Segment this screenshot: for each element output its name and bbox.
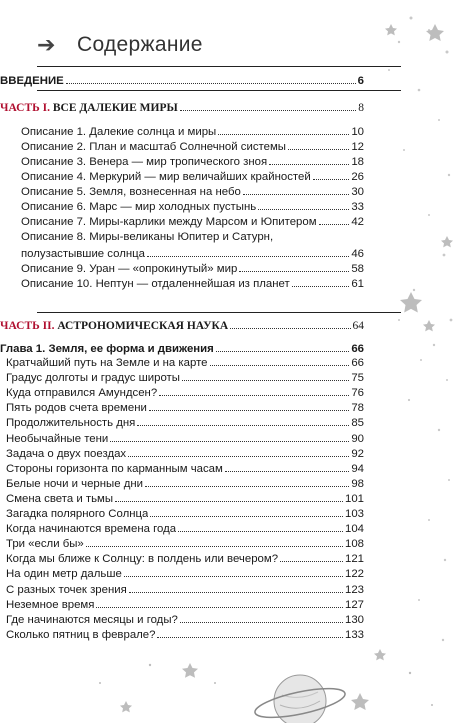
part-number: ЧАСТЬ I. <box>0 102 50 114</box>
dot-leader <box>280 552 343 562</box>
toc-entry <box>6 583 364 597</box>
dot-leader <box>115 492 343 502</box>
dot-leader <box>150 507 343 517</box>
entry-title: полузастывшие солнца <box>21 248 146 260</box>
toc-entry <box>21 140 364 154</box>
dot-leader <box>96 598 343 608</box>
page-number: 121 <box>344 553 364 566</box>
entry-title: Описание 8. Миры-великаны Юпитер и Сатурн, <box>21 231 274 243</box>
dot-leader <box>178 522 343 532</box>
page-number: 130 <box>344 613 364 626</box>
part-title: ВСЕ ДАЛЕКИЕ МИРЫ <box>52 102 178 114</box>
entry-title: Необычайные тени <box>6 432 109 445</box>
toc-entry-part2 <box>0 319 364 333</box>
toc-entry <box>6 401 364 415</box>
toc-entry <box>6 537 364 551</box>
toc-entry <box>6 416 364 430</box>
toc-entry <box>6 507 364 521</box>
entry-title: Загадка полярного Солнца <box>6 508 149 520</box>
dot-leader <box>225 462 349 472</box>
intro-divider <box>37 90 401 91</box>
page-number: 8 <box>358 102 364 114</box>
toc-entry <box>6 567 364 581</box>
dot-leader <box>218 125 349 135</box>
page-number: 133 <box>344 628 364 641</box>
toc-entry-part1 <box>0 101 364 115</box>
entry-title: Описание 5. Земля, вознесенная на небо <box>21 186 241 198</box>
toc-entry <box>21 200 364 214</box>
page-number: 78 <box>351 402 364 415</box>
dot-leader <box>269 155 349 165</box>
dot-leader <box>145 477 349 487</box>
dot-leader <box>216 342 350 352</box>
star-decoration <box>359 0 459 723</box>
dot-leader <box>180 101 356 111</box>
entry-title: Где начинаются месяцы и годы? <box>6 613 178 626</box>
page-number: 101 <box>344 492 364 505</box>
entry-title: Куда отправился Амундсен? <box>6 387 158 400</box>
dot-leader <box>124 567 343 577</box>
dot-leader <box>157 628 343 638</box>
dot-leader <box>137 416 349 426</box>
entry-title: Описание 1. Далекие солнца и миры <box>21 126 217 138</box>
arrow-right-icon: ➔ <box>37 32 56 58</box>
entry-title: Описание 3. Венера — мир тропического зноя <box>21 156 268 168</box>
entry-title: Когда начинаются времена года <box>6 523 177 536</box>
entry-title: Неземное время <box>6 598 95 611</box>
page-number: 94 <box>351 462 364 475</box>
entry-title: Белые ночи и черные дни <box>6 477 144 490</box>
entry-title: Описание 4. Меркурий — мир величайших крайностей <box>21 171 311 183</box>
page-number: 12 <box>351 141 364 153</box>
entry-title: С разных точек зрения <box>6 583 127 596</box>
entry-title: Описание 7. Миры-карлики между Марсом и Юпитером <box>21 216 317 228</box>
toc-entry-intro <box>0 74 364 88</box>
ringed-planet-icon <box>253 675 348 723</box>
entry-title: Продолжительность дня <box>6 417 136 430</box>
toc-entry <box>6 492 364 506</box>
dot-leader <box>147 247 349 257</box>
toc-entry <box>6 522 364 536</box>
dot-leader <box>288 140 349 150</box>
toc-entry <box>6 371 364 385</box>
page-number: 64 <box>352 320 364 332</box>
toc-entry <box>21 155 364 169</box>
page-number: 58 <box>351 263 364 275</box>
toc-entry <box>6 628 364 642</box>
entry-title: Кратчайший путь на Земле и на карте <box>6 357 208 369</box>
page-number: 104 <box>344 523 364 536</box>
toc-entry <box>6 552 364 566</box>
dot-leader <box>258 200 349 210</box>
page-number: 85 <box>351 417 364 430</box>
entry-title: Смена света и тьмы <box>6 492 114 505</box>
toc-entry <box>6 356 364 370</box>
page-number: 98 <box>351 477 364 490</box>
page-number: 66 <box>351 343 364 355</box>
page-number: 18 <box>351 156 364 168</box>
entry-title: Задача о двух поездах <box>6 447 127 460</box>
dot-leader <box>319 215 350 225</box>
entry-title: Пять родов счета времени <box>6 402 147 415</box>
toc-entry <box>21 215 364 229</box>
page-number: 61 <box>351 278 364 290</box>
page-number: 75 <box>351 372 364 385</box>
toc-entry <box>6 462 364 476</box>
toc-entry-chapter1 <box>0 342 364 356</box>
entry-title: Описание 9. Уран — «опрокинутый» мир <box>21 263 238 275</box>
page-number: 6 <box>357 75 364 87</box>
entry-title: Описание 10. Нептун — отдаленнейшая из планет <box>21 278 290 290</box>
toc-entry <box>21 170 364 184</box>
dot-leader <box>313 170 350 180</box>
dot-leader <box>129 583 343 593</box>
dot-leader <box>243 185 349 195</box>
dot-leader <box>86 537 343 547</box>
dot-leader <box>239 262 349 272</box>
page-number: 30 <box>351 186 364 198</box>
dot-leader <box>66 74 356 84</box>
page-number: 10 <box>351 126 364 138</box>
toc-entry <box>6 386 364 400</box>
dot-leader <box>110 432 349 442</box>
dot-leader <box>210 356 350 366</box>
page-number: 46 <box>351 248 364 260</box>
page-number: 123 <box>344 583 364 596</box>
toc-entry <box>6 447 364 461</box>
toc-entry <box>21 230 364 244</box>
entry-title: Глава 1. Земля, ее форма и движения <box>0 343 214 355</box>
planet-decoration <box>0 643 459 723</box>
toc-entry <box>6 432 364 446</box>
top-divider <box>37 66 401 67</box>
part-title: АСТРОНОМИЧЕСКАЯ НАУКА <box>57 320 229 332</box>
toc-entry <box>21 277 364 291</box>
entry-title: Когда мы ближе к Солнцу: в полдень или вечером? <box>6 553 279 566</box>
dot-leader <box>230 319 350 329</box>
entry-title: Описание 2. План и масштаб Солнечной системы <box>21 141 286 153</box>
toc-entry <box>21 247 364 261</box>
toc-entry <box>6 598 364 612</box>
page-number: 26 <box>351 171 364 183</box>
entry-title: На один метр дальше <box>6 568 122 581</box>
entry-title: Три «если бы» <box>6 538 84 551</box>
page-number: 42 <box>351 216 364 228</box>
dot-leader <box>292 277 350 287</box>
dot-leader <box>182 371 349 381</box>
page-number: 33 <box>351 201 364 213</box>
page-number: 66 <box>351 357 364 369</box>
page-number: 122 <box>344 568 364 581</box>
toc-entry <box>21 262 364 276</box>
toc-entry <box>6 477 364 491</box>
page-number: 103 <box>344 508 364 520</box>
entry-title: Сколько пятниц в феврале? <box>6 628 156 641</box>
part-number: ЧАСТЬ II. <box>0 320 55 332</box>
page-number: 127 <box>344 598 364 611</box>
page-number: 92 <box>351 447 364 460</box>
entry-title: Градус долготы и градус широты <box>6 372 180 385</box>
page-title: Содержание <box>77 33 203 56</box>
entry-title: Стороны горизонта по карманным часам <box>6 462 223 475</box>
part2-divider <box>37 312 401 313</box>
dot-leader <box>159 386 349 396</box>
dot-leader <box>149 401 349 411</box>
page-number: 108 <box>344 538 364 551</box>
toc-entry <box>21 185 364 199</box>
page-number: 90 <box>351 432 364 445</box>
toc-entry <box>21 125 364 139</box>
entry-title: Описание 6. Марс — мир холодных пустынь <box>21 201 257 213</box>
entry-title: ВВЕДЕНИЕ <box>0 75 64 87</box>
toc-entry <box>6 613 364 627</box>
dot-leader <box>275 231 362 240</box>
page-number: 76 <box>351 387 364 400</box>
toc-header <box>37 30 203 60</box>
dot-leader <box>128 447 349 457</box>
dot-leader <box>180 613 343 623</box>
